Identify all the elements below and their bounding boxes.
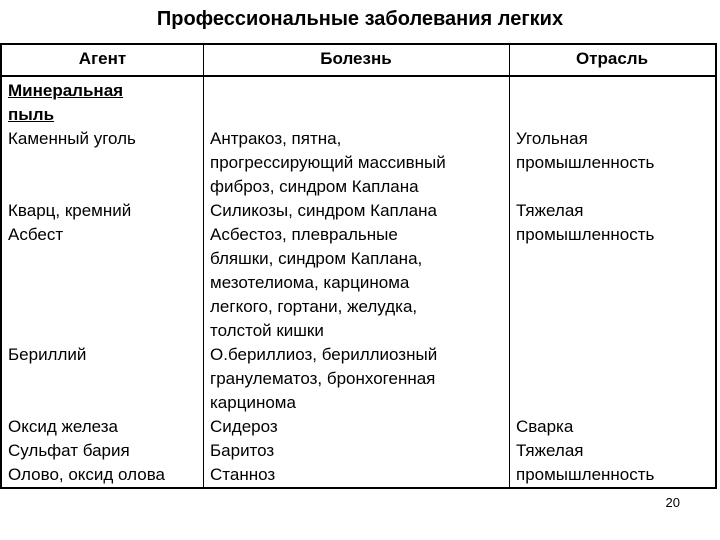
page-number: 20 bbox=[665, 495, 680, 510]
page-title: Профессиональные заболевания легких bbox=[156, 8, 564, 30]
header-divider bbox=[2, 75, 715, 77]
column-divider bbox=[203, 45, 204, 487]
industry-column: Угольная промышленность Тяжелая промышленность Сварка Тяжелая промышленность bbox=[516, 129, 655, 484]
agent-column: Каменный уголь Кварц, кремний Асбест Бериллий Оксид железа Сульфат бария Олово, оксид олова bbox=[8, 129, 166, 484]
header-industry: Отрасль bbox=[575, 49, 649, 68]
column-divider bbox=[509, 45, 510, 487]
agent-group-label: Минеральная пыль bbox=[8, 81, 124, 124]
diseases-table bbox=[0, 43, 717, 489]
header-agent: Агент bbox=[78, 49, 127, 68]
header-disease: Болезнь bbox=[320, 49, 392, 68]
disease-column: Антракоз, пятна, прогрессирующий массивный фиброз, синдром Каплана Силикозы, синдром Каплана Асбестоз, плевральные бляшки, синдром Каплана, мезотелиома, карцинома легкого, гортани, желудка, толстой кишки О.бериллиоз, бериллиозный гранулематоз, бронхогенная карцинома Сидероз Баритоз Станноз bbox=[210, 129, 446, 484]
